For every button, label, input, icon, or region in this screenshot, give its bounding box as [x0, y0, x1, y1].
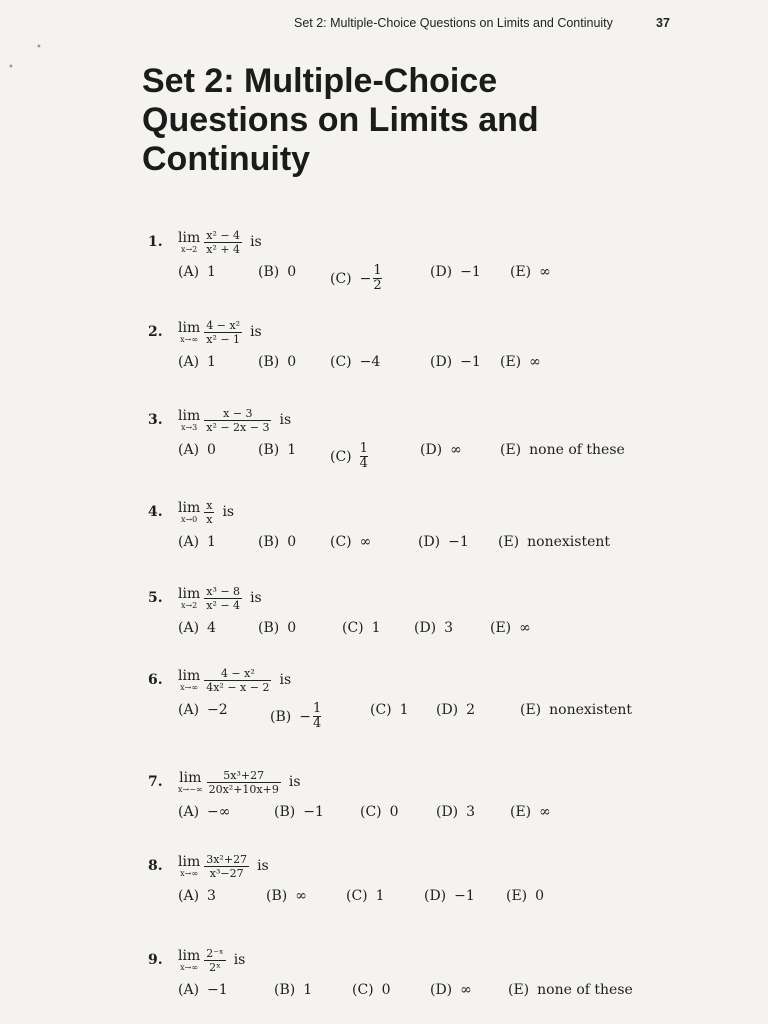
- numerator: 4 − x²: [220, 666, 255, 680]
- choice-e[interactable]: [510, 264, 551, 280]
- choice-b[interactable]: [258, 264, 296, 280]
- choice-b[interactable]: [258, 442, 296, 458]
- choice-label: (D): [414, 620, 437, 636]
- choice-d[interactable]: [430, 354, 481, 370]
- limit-expression: [204, 229, 242, 256]
- limit-operator: lim x→∞: [178, 853, 201, 878]
- denominator: x² − 2x − 3: [206, 420, 270, 434]
- question-suffix: is: [288, 774, 301, 790]
- fraction-denominator: 4: [312, 716, 322, 731]
- answer-choices: [148, 263, 668, 293]
- choice-value: 1: [399, 702, 409, 718]
- choice-label: (B): [274, 804, 296, 820]
- choice-label: (E): [508, 982, 530, 998]
- question-6: [148, 660, 668, 731]
- choice-label: (D): [436, 804, 459, 820]
- question-stem: [148, 312, 668, 352]
- question-stem: [148, 940, 668, 980]
- limit-approach: x→2: [180, 244, 198, 254]
- choice-label: (C): [330, 354, 352, 370]
- limit-operator: lim x→0: [178, 499, 201, 524]
- question-number: 3.: [148, 412, 163, 428]
- choice-label: (E): [520, 702, 542, 718]
- choice-a[interactable]: [178, 702, 228, 718]
- question-2: [148, 312, 668, 380]
- choice-value: −∞: [207, 804, 231, 820]
- choice-fraction: [373, 264, 381, 293]
- choice-label: (B): [258, 534, 280, 550]
- choice-value: none of these: [537, 982, 633, 998]
- choice-value: 4: [207, 620, 216, 636]
- numerator: x² − 4: [206, 228, 241, 242]
- title-line: Continuity: [142, 140, 311, 178]
- choice-label: (A): [178, 804, 200, 820]
- question-stem: [148, 222, 668, 262]
- choice-value: 3: [444, 620, 454, 636]
- choice-value: 0: [287, 354, 297, 370]
- choice-value: 1: [375, 888, 385, 904]
- limit-approach: x→2: [180, 600, 198, 610]
- choice-a[interactable]: [178, 804, 230, 820]
- fraction-denominator: 4: [359, 456, 368, 471]
- choice-d[interactable]: [430, 264, 481, 280]
- title-line: Questions on Limits and: [142, 101, 539, 139]
- limit-operator: lim x→∞: [178, 319, 201, 344]
- question-suffix: is: [250, 234, 262, 250]
- choice-d[interactable]: [414, 620, 453, 636]
- choice-value: 0: [381, 982, 391, 998]
- choice-c[interactable]: [330, 264, 382, 293]
- answer-choices: [148, 620, 668, 646]
- page-title: [142, 62, 612, 179]
- minus-sign: −: [359, 270, 372, 287]
- scan-speck: •: [36, 42, 42, 53]
- choice-label: (C): [360, 804, 382, 820]
- choice-c[interactable]: [360, 804, 399, 820]
- choice-d[interactable]: [436, 804, 475, 820]
- choice-e[interactable]: [490, 620, 531, 636]
- choice-c[interactable]: [352, 982, 391, 998]
- limit-expression: [204, 585, 242, 612]
- choice-d[interactable]: [430, 982, 472, 998]
- answer-choices: [148, 534, 668, 560]
- choice-label: (D): [436, 702, 459, 718]
- denominator: 4x² − x − 2: [206, 680, 270, 694]
- choice-b[interactable]: [274, 804, 324, 820]
- choice-value: ∞: [450, 442, 462, 458]
- choice-value: 1: [207, 354, 216, 370]
- question-4: [148, 492, 668, 560]
- question-suffix: is: [222, 504, 235, 520]
- choice-label: (D): [424, 888, 447, 904]
- choice-value: none of these: [529, 442, 625, 458]
- choice-label: (D): [418, 534, 441, 550]
- running-header: [294, 16, 674, 30]
- choice-label: (B): [258, 442, 280, 458]
- choice-label: (A): [178, 354, 200, 370]
- question-suffix: is: [257, 858, 269, 874]
- question-number: 2.: [148, 324, 163, 340]
- choice-label: (B): [258, 264, 280, 280]
- choice-value: −2: [207, 702, 228, 718]
- numerator: 3x²+27: [206, 852, 248, 866]
- title-line: Set 2: Multiple-Choice: [142, 62, 498, 100]
- limit-approach: x→∞: [180, 682, 199, 692]
- choice-c[interactable]: [370, 702, 409, 718]
- question-7: [148, 762, 668, 830]
- minus-sign: −: [299, 708, 311, 725]
- choice-b[interactable]: [258, 354, 296, 370]
- fraction-numerator: 1: [373, 263, 382, 278]
- choice-b[interactable]: [270, 702, 321, 731]
- fraction-numerator: 1: [359, 441, 368, 456]
- choice-value: ∞: [529, 354, 541, 370]
- choice-value: −1: [207, 982, 228, 998]
- choice-value: ∞: [359, 534, 372, 550]
- choice-d[interactable]: [418, 534, 469, 550]
- limit-operator: lim x→2: [178, 585, 201, 610]
- limit-operator: lim x→3: [178, 407, 201, 432]
- choice-value: ∞: [519, 620, 531, 636]
- choice-b[interactable]: [274, 982, 312, 998]
- choice-value: 1: [287, 442, 297, 458]
- choice-label: (B): [258, 620, 280, 636]
- choice-label: (D): [420, 442, 443, 458]
- choice-value: 3: [466, 804, 476, 820]
- fraction-denominator: 2: [373, 278, 382, 293]
- limit-expression: [204, 319, 242, 346]
- question-number: 8.: [148, 858, 163, 874]
- choice-value: nonexistent: [549, 702, 633, 718]
- choice-label: (E): [510, 264, 532, 280]
- question-stem: [148, 492, 668, 532]
- limit-approach: x→0: [180, 514, 198, 524]
- limit-expression: [204, 667, 271, 694]
- choice-a[interactable]: [178, 264, 216, 280]
- choice-value: ∞: [539, 264, 551, 280]
- question-suffix: is: [250, 324, 262, 340]
- choice-label: (B): [270, 708, 292, 725]
- question-1: [148, 222, 668, 293]
- question-number: 6.: [148, 672, 163, 688]
- page-number: 37: [656, 16, 670, 30]
- choice-label: (A): [178, 620, 200, 636]
- choice-a[interactable]: [178, 982, 228, 998]
- question-suffix: is: [233, 952, 246, 968]
- choice-e[interactable]: [498, 534, 610, 550]
- choice-label: (A): [178, 982, 200, 998]
- choice-e[interactable]: [508, 982, 633, 998]
- limit-expression: [204, 407, 271, 434]
- denominator: 2ˣ: [209, 960, 221, 974]
- question-suffix: is: [279, 412, 292, 428]
- limit-operator: lim x→−∞: [178, 769, 203, 794]
- choice-label: (D): [430, 354, 453, 370]
- choice-label: (C): [352, 982, 374, 998]
- choice-a[interactable]: [178, 620, 216, 636]
- question-stem: [148, 660, 668, 700]
- choice-value: −1: [460, 264, 481, 280]
- answer-choices: [148, 982, 668, 1008]
- choice-c[interactable]: [342, 620, 381, 636]
- choice-e[interactable]: [520, 702, 632, 718]
- denominator: x² − 1: [206, 332, 241, 346]
- choice-label: (B): [266, 888, 288, 904]
- choice-value: 0: [287, 264, 297, 280]
- choice-value: −4: [359, 354, 381, 370]
- choice-label: (A): [178, 534, 200, 550]
- choice-value: 1: [303, 982, 313, 998]
- choice-label: (B): [274, 982, 296, 998]
- limit-approach: x→∞: [180, 334, 199, 344]
- choice-label: (C): [330, 270, 352, 287]
- choice-label: (A): [178, 264, 200, 280]
- choice-label: (E): [506, 888, 528, 904]
- limit-approach: x→∞: [180, 962, 199, 972]
- choice-c[interactable]: [330, 534, 371, 550]
- denominator: x² − 4: [206, 598, 241, 612]
- question-stem: [148, 578, 668, 618]
- question-3: [148, 400, 668, 471]
- choice-c[interactable]: [346, 888, 385, 904]
- choice-value: 3: [207, 888, 216, 904]
- limit-expression: [204, 947, 225, 974]
- choice-label: (E): [498, 534, 520, 550]
- choice-value: ∞: [460, 982, 472, 998]
- limit-operator: lim x→∞: [178, 947, 201, 972]
- choice-a[interactable]: [178, 354, 216, 370]
- choice-value: 1: [207, 264, 216, 280]
- choice-value: 0: [287, 534, 297, 550]
- numerator: x³ − 8: [206, 584, 241, 598]
- question-9: [148, 940, 668, 1008]
- choice-label: (C): [330, 448, 352, 465]
- fraction-numerator: 1: [312, 701, 322, 716]
- choice-c[interactable]: [330, 442, 368, 471]
- limit-approach: x→−∞: [178, 784, 203, 794]
- choice-value: 0: [389, 804, 399, 820]
- choice-value: ∞: [295, 888, 307, 904]
- choice-label: (C): [346, 888, 368, 904]
- question-number: 4.: [148, 504, 163, 520]
- choice-b[interactable]: [258, 534, 296, 550]
- question-5: [148, 578, 668, 646]
- choice-fraction: [360, 442, 368, 471]
- running-title: Set 2: Multiple-Choice Questions on Limits and Continuity: [294, 16, 613, 30]
- choice-a[interactable]: [178, 534, 216, 550]
- answer-choices: [148, 888, 668, 914]
- choice-fraction: [313, 702, 321, 731]
- question-stem: [148, 400, 668, 440]
- choice-label: (A): [178, 888, 200, 904]
- answer-choices: [148, 804, 668, 830]
- choice-e[interactable]: [500, 354, 541, 370]
- choice-c[interactable]: [330, 354, 380, 370]
- choice-label: (D): [430, 264, 453, 280]
- choice-label: (A): [178, 442, 200, 458]
- question-stem: [148, 846, 668, 886]
- choice-label: (A): [178, 702, 200, 718]
- limit-approach: x→∞: [180, 868, 199, 878]
- choice-b[interactable]: [266, 888, 307, 904]
- choice-value: 0: [535, 888, 545, 904]
- denominator: x³−27: [209, 866, 244, 880]
- choice-a[interactable]: [178, 888, 216, 904]
- numerator: x − 3: [223, 406, 253, 420]
- numerator: 4 − x²: [206, 318, 241, 332]
- choice-label: (C): [370, 702, 392, 718]
- answer-choices: [148, 354, 668, 380]
- choice-value: 0: [287, 620, 297, 636]
- choice-value: −1: [448, 534, 469, 550]
- choice-value: nonexistent: [527, 534, 611, 550]
- numerator: x: [206, 498, 213, 512]
- choice-value: 0: [207, 442, 216, 458]
- limit-approach: x→3: [180, 422, 198, 432]
- scan-speck: •: [8, 62, 14, 73]
- denominator: 20x²+10x+9: [208, 782, 279, 796]
- choice-a[interactable]: [178, 442, 216, 458]
- choice-label: (D): [430, 982, 453, 998]
- question-suffix: is: [279, 672, 292, 688]
- choice-label: (E): [510, 804, 532, 820]
- question-8: [148, 846, 668, 914]
- question-number: 7.: [148, 774, 163, 790]
- choice-value: 1: [371, 620, 381, 636]
- question-number: 1.: [148, 234, 163, 250]
- choice-value: 2: [466, 702, 476, 718]
- choice-label: (E): [490, 620, 512, 636]
- choice-label: (B): [258, 354, 280, 370]
- choice-label: (C): [330, 534, 352, 550]
- choice-value: −1: [460, 354, 481, 370]
- choice-value: −1: [303, 804, 324, 820]
- denominator: x² + 4: [206, 242, 241, 256]
- limit-operator: lim x→2: [178, 229, 201, 254]
- choice-e[interactable]: [510, 804, 551, 820]
- question-stem: [148, 762, 668, 802]
- limit-expression: [207, 769, 281, 796]
- numerator: 5x³+27: [223, 768, 265, 782]
- choice-value: ∞: [539, 804, 551, 820]
- limit-expression: [204, 853, 249, 880]
- denominator: x: [206, 512, 213, 526]
- limit-expression: [204, 499, 214, 526]
- choice-label: (E): [500, 442, 522, 458]
- question-suffix: is: [250, 590, 262, 606]
- choice-value: −1: [454, 888, 475, 904]
- choice-value: 1: [207, 534, 216, 550]
- answer-choices: [148, 701, 668, 731]
- numerator: 2⁻ˣ: [206, 946, 224, 960]
- choice-e[interactable]: [500, 442, 625, 458]
- limit-operator: lim x→∞: [178, 667, 201, 692]
- choice-label: (C): [342, 620, 364, 636]
- choice-d[interactable]: [420, 442, 462, 458]
- choice-b[interactable]: [258, 620, 296, 636]
- choice-e[interactable]: [506, 888, 544, 904]
- question-number: 5.: [148, 590, 163, 606]
- choice-label: (E): [500, 354, 522, 370]
- answer-choices: [148, 441, 668, 471]
- choice-d[interactable]: [436, 702, 475, 718]
- question-number: 9.: [148, 952, 163, 968]
- choice-d[interactable]: [424, 888, 475, 904]
